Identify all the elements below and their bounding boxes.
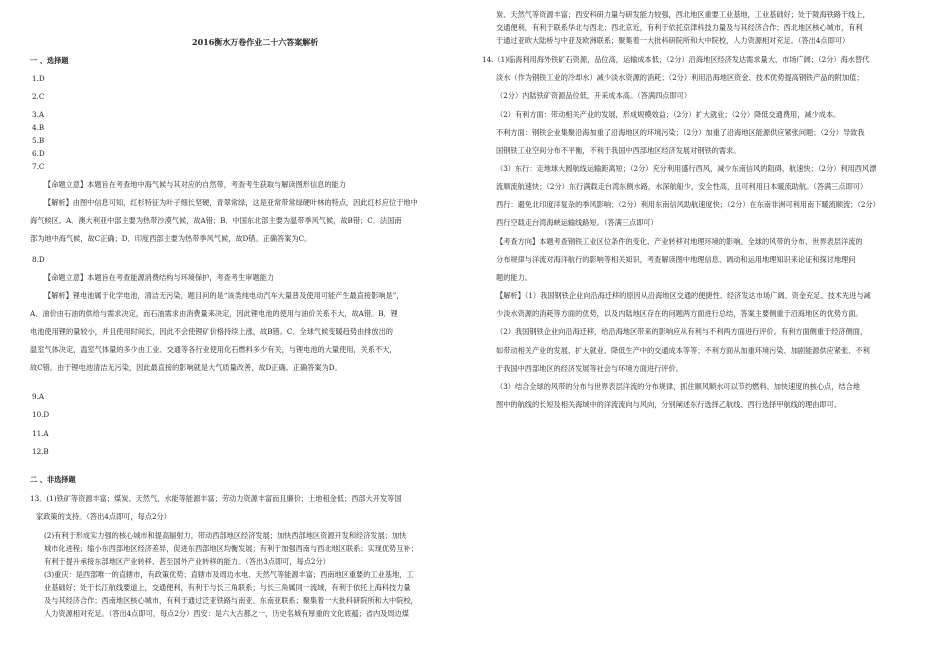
q14-line: 西行：避免北印度洋复杂的季风影响；（2分）利用东南信风助航速度快；（2分）在东南非洲可利用南下暖流顺流；（2分） [496, 200, 880, 209]
q14-analysis-line: 如带动相关产业的发展、扩大就业、降低生产中的交通成本等等；不利方面从加重环境污染、加剧能源供应紧张、不利 [496, 346, 870, 355]
q14-line: 不利方面：钢铁企业集聚沿海加重了沿海地区的环境污染；（2分）加重了沿海地区能源供应紧张问题；（2分）导致我 [496, 128, 865, 137]
q14-analysis-line: （2）我国钢铁企业向沿海迁移，给沿海地区带来的影响应从有利与不利两方面进行评价。有利方面侧重于经济侧面， [496, 327, 868, 336]
q14-exam-direction: 题的能力。 [496, 273, 532, 282]
q8-intent: 【命题立意】本题旨在考查能源消费结构与环境保护，考查考生审题能力 [44, 273, 275, 282]
q14-analysis-line: 图中的航线的长短及相关海域中的洋流流向与风向，分别阐述东行选择乙航线、西行选择甲航线的理由即可。 [496, 400, 842, 409]
q13-line: (3)重庆：是西部唯一的直辖市，有政策优势；直辖市及周边水电、天然气等能源丰富；西南地区重要的工业基地，工 [44, 570, 414, 579]
q14-analysis-line: 【解析】（1）我国钢铁企业向沿海迁移的原因从沿海地区交通的便捷性、经济发达市场广阔、资金充足、技术先进与减 [496, 291, 871, 300]
answer-item: 1.D [32, 74, 45, 83]
q13-line: 城市化进程；缩小东西部地区经济差异，促进东西部地区均衡发展；有利于加强西南与西北地区联系；实现优势互补； [44, 544, 418, 553]
q13-continued-line: 交通便利，有利于联系华北与西北；西北京近，有利于依托京津科技力量及与其经济合作；西北地区核心城市，有利 [496, 23, 863, 32]
answer-item: 7.C [32, 162, 45, 171]
answer-item: 12.B [32, 447, 49, 456]
q13-line: (2)有利于形成实力强的核心城市和提高辐射力，带动西部地区经济发展；加快西部地区资源开发和经济发展；加快 [44, 531, 407, 540]
q14-exam-direction: 【考查方向】本题考查钢铁工业区位条件的变化、产业转移对地理环境的影响、全球的风带的分布、世界表层洋流的 [496, 237, 863, 246]
q13-line: 及与其经济合作；西南地区核心城市，有利于通过泛亚铁路与南亚、东南亚联系；聚集着一大批科研院所和大中院校， [44, 596, 418, 605]
answer-item: 8.D [32, 255, 45, 264]
q14-analysis-line: 少淡水资源的消耗等方面的优势，以及内陆地区存在的问题两方面进行总结，答案主要侧重于沿海地区的优势方面。 [496, 309, 863, 318]
q8-analysis-line: A．油价由石油的供给与需求决定，而石油需求由消费量来决定，因此锂电池的使用与油价关系不大，故A错。B．锂 [30, 309, 398, 318]
document-title: 2016衡水万卷作业二十六答案解析 [192, 37, 319, 47]
q13-line: 13．(1)铁矿等资源丰富；煤炭、天然气、水能等能源丰富；劳动力资源丰富而且廉价；土地租金低；西部大开发等国 [30, 494, 402, 503]
q14-analysis-line: 于我国中西部地区的经济发展等社会与环境方面进行评价。 [496, 364, 683, 373]
q14-exam-direction: 分布规律与洋流对海洋航行的影响等相关知识，考查解读图中地理信息、调动和运用地理知识来论证和探讨地理问 [496, 255, 856, 264]
answer-item: 4.B [32, 123, 45, 132]
q7-analysis-line: 海气候区。A．澳大利亚中部主要为热带沙漠气候，故A错；B．中国东北部主要为温带季风气候，故B错；C．法国南 [30, 216, 402, 225]
q14-analysis-line: （3）结合全球的风带的分布与世界表层洋流的分布规律，抓住顺风顺水可以节约燃料、加快速度的核心点，结合地 [496, 382, 860, 391]
answer-item: 6.D [32, 149, 45, 158]
q8-analysis-line: 电池使用锂的量较小，并且使用时间长，因此不会使锂矿价格持续上涨，故B错。C．全球气候变暖趋势由排放出的 [30, 327, 393, 336]
q7-analysis-line: 部为地中海气候，故C正确；D．印度西部主要为热带季风气候，故D错。正确答案为C。 [30, 234, 312, 243]
answer-item: 2.C [32, 92, 45, 101]
answer-item: 3.A [32, 110, 45, 119]
q14-line: （3）东行：走地球大圆航线运输距离短；（2分）充分利用盛行西风，减少东南信风的阻碍，航速快；（2分）利用西风漂 [496, 164, 877, 173]
q8-analysis-line: 温室气体决定，温室气体量的多少由工业、交通等各行业使用化石燃料多少有关，与锂电池的大量使用，关系不大， [30, 345, 397, 354]
q13-continued-line: 于通过亚欧大陆桥与中亚及欧洲联系；聚集着一大批科研院所和大中院校，人力资源相对充足。（答出4点即可） [496, 36, 850, 45]
q7-intent: 【命题立意】本题旨在考查地中海气候与其对应的自然带，考查考生获取与解读图形信息的能力 [44, 180, 346, 189]
q13-line: 有利于提升承接东部地区产业转移、甚至国外产业转移的能力。（答出3点即可，每点2分） [44, 557, 330, 566]
section-heading-choice: 一 、选择题 [30, 56, 69, 65]
q14-line: 淡水（作为钢铁工业的冷却水）减少淡水资源的消耗；（2分）利用沿海地区资金、技术优势提高钢铁产品的附加值； [496, 73, 864, 82]
q14-line: 国钢铁工业空间分布不平衡，不利于我国中西部地区经济发展对钢铁的需求。 [496, 146, 741, 155]
q13-line: 家政策的支持。（答出4点即可，每点2分） [36, 512, 171, 521]
q14-line: 14.（1)临海利用海外铁矿石资源，品位高，运输成本低；（2分）沿海地区经济发达需求量大、市场广阔；（2分）海水替代 [482, 55, 870, 64]
q8-analysis-line: 故C错。由于锂电池清洁无污染，因此最直接的影响就是大气质量改善，故D正确。正确答案为D。 [30, 363, 342, 372]
q8-analysis-line: 【解析】锂电池属于化学电池，清洁无污染，题目问的是“该类纯电动汽车大量普及使用可能产生最直接影响是”， [44, 291, 404, 300]
q13-continued-line: 炭、天然气等资源丰富；西安科研力量与研发能力较强，西北地区重要工业基地，工业基础好；处于陇海铁路干线上， [496, 10, 870, 19]
q13-line: 业基础好；处于长江航线要道上，交通便利，有利于与长三角联系；与长三角属同一流域，有利于依托上海科技力量 [44, 583, 411, 592]
q7-analysis-line: 【解析】由图中信息可知，红杉特征为叶子细长坚硬，青翠常绿，这是亚常带常绿硬叶林的特点，因此红杉应位于地中 [44, 198, 418, 207]
answer-item: 10.D [32, 410, 50, 419]
q14-line: （2）有利方面：带动相关产业的发展，形成规模效益；（2分）扩大就业；（2分）降低交通费用，减少成本。 [496, 110, 841, 119]
answer-item: 11.A [32, 429, 49, 438]
answer-item: 9.A [32, 392, 45, 401]
answer-item: 5.B [32, 136, 45, 145]
q14-line: 流顺流航速快；（2分）东行满载走台湾东侧水路，水深航船少，安全性高，且可利用日本暖流助航。（答满三点即可） [496, 182, 868, 191]
q14-line: （2分）内陆铁矿资源品位低，开采成本高。（答满四点即可） [496, 91, 692, 100]
section-heading-nonchoice: 二 、非选择题 [30, 475, 76, 484]
q14-line: 西行空载走台湾海峡运输线路短。（答满三点即可） [496, 218, 658, 227]
q13-line: 人力资源相对充足。（答出4点即可，每点2分）西安：是六大古都之一，历史名城有厚重的文化底蕴；省内及周边煤 [44, 609, 409, 618]
